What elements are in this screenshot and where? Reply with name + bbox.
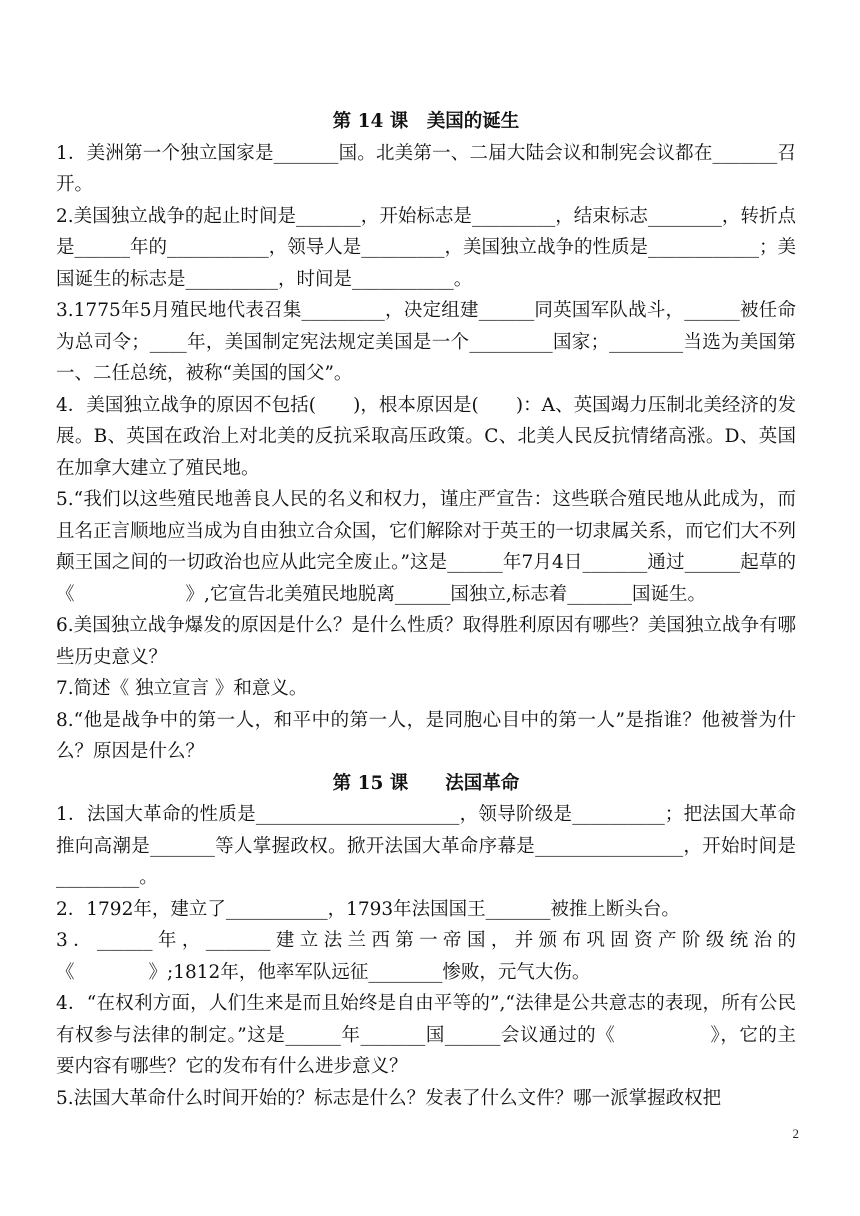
document-body — [56, 106, 796, 1114]
lesson-14-question-7: 7.简述《 独立宣言 》和意义。 — [56, 678, 308, 699]
lesson-14-question-4: 4．美国独立战争的原因不包括( )，根本原因是( )：A、英国竭力压制北美经济的发展。B、英国在政治上对北美的反抗采取高压政策。C、北美人民反抗情绪高涨。D、英国在加拿大建立了殖民地。 — [56, 394, 796, 479]
lesson-14-question-3: 3.1775年5月殖民地代表召集_________，决定组建______同英国军队战斗，______被任命为总司令；____年，美国制定宪法规定美国是一个_________国家；________当选为美国第一、二任总统，被称“美国的国父”。 — [56, 300, 796, 384]
lesson-15-question-2: 2．1792年，建立了___________，1793年法国国王_______被推上断头台。 — [56, 898, 680, 920]
lesson-14-question-8: 8.“他是战争中的第一人，和平中的第一人，是同胞心目中的第一人”是指谁？他被誉为什么？原因是什么？ — [56, 709, 796, 762]
lesson-15-question-5: 5.法国大革命什么时间开始的？标志是什么？发表了什么文件？哪一派掌握政权把 — [56, 1087, 722, 1109]
lesson-15-question-4: 4．“在权利方面，人们生来是而且始终是自由平等的”,“法律是公共意志的表现，所有公民有权参与法律的制定。”这是______年_______国______会议通过的《 》，它的主要内容有哪些？它的发布有什么进步意义？ — [56, 993, 796, 1077]
lesson-14-question-5: 5.“我们以这些殖民地善良人民的名义和权力，谨庄严宣告：这些联合殖民地从此成为，而且名正言顺地应当成为自由独立合众国，它们解除对于英王的一切隶属关系，而它们大不列颠王国之间的一切政治也应从此完全废止。”这是______年7月4日_______通过______起草的《 》,它宣告北美殖民地脱离______国独立,标志着_______国诞生。 — [56, 489, 797, 605]
lesson-14-question-6: 6.美国独立战争爆发的原因是什么？是什么性质？取得胜利原因有哪些？美国独立战争有哪些历史意义？ — [56, 615, 796, 668]
lesson-15-question-3: 3．______年，_______建立法兰西第一帝国，并颁布巩固资产阶级统治的《 》;1812年，他率军队远征________惨败，元气大伤。 — [56, 930, 796, 983]
lesson-14-question-1: 1．美洲第一个独立国家是_______国。北美第一、二届大陆会议和制宪会议都在_______召开。 — [56, 142, 796, 195]
lesson-15-question-1: 1．法国大革命的性质是______________________，领导阶级是__________；把法国大革命推向高潮是_______等人掌握政权。掀开法国大革命序幕是________________，开始时间是_________。 — [56, 804, 796, 888]
lesson-15-title: 第 15 课 法国革命 — [332, 772, 520, 794]
lesson-14-title: 第 14 课 美国的诞生 — [332, 111, 520, 132]
page-number: 2 — [792, 1126, 799, 1141]
lesson-14-question-2: 2.美国独立战争的起止时间是_______，开始标志是_________，结束标志________，转折点是______年的___________，领导人是_________，美国独立战争的性质是____________；美国诞生的标志是__________，时间是___________。 — [56, 205, 797, 290]
